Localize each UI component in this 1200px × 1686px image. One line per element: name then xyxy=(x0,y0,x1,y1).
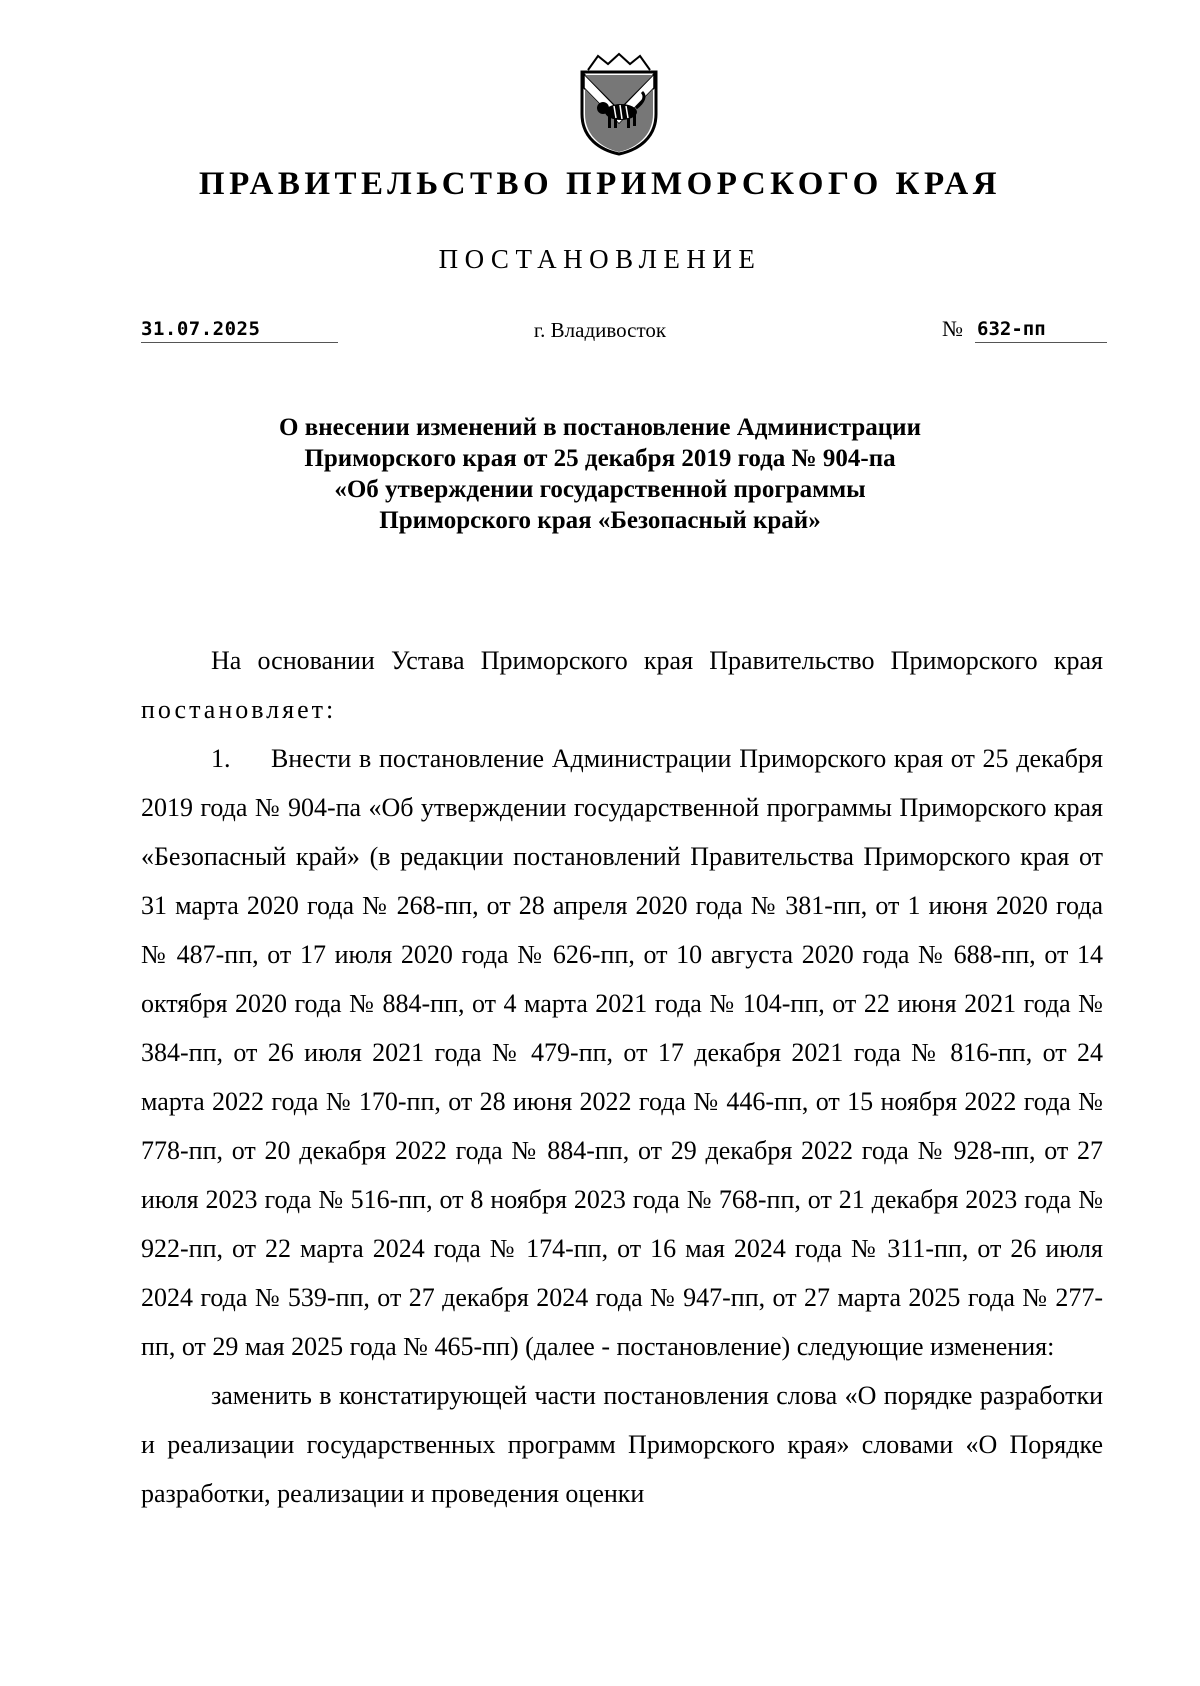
number-sign: № xyxy=(942,316,963,341)
heading-line: О внесении изменений в постановление Администрации xyxy=(279,414,921,441)
coat-of-arms-icon xyxy=(578,52,660,156)
item-1-number: 1. xyxy=(211,744,231,773)
heading-line: Приморского края от 25 декабря 2019 года № 904-па xyxy=(304,445,896,472)
replacement-paragraph: заменить в констатирующей части постановления слова «О порядке разработки и реализации государственных программ Приморского края» словами «О Порядке разработки, реализации и проведения оценки xyxy=(141,1381,1103,1508)
item-1-text: Внести в постановление Администрации Приморского края от 25 декабря 2019 года № 904-па «Об утверждении государственной программы Приморского края «Безопасный край» (в редакции постановлений Правительства Приморского края от 31 марта 2020 года № 268-пп, от 28 апреля 2020 года № 381-пп, от 1 июня 2020 года № 487-пп, от 17 июля 2020 года № 626-пп, от 10 августа 2020 года № 688-пп, от 14 октября 2020 года № 884-пп, от 4 марта 2021 года № 104-пп, от 22 июня 2021 года № 384-пп, от 26 июля 2021 года № 479-пп, от 17 декабря 2021 года № 816-пп, от 24 марта 2022 года № 170-пп, от 28 июня 2022 года № 446-пп, от 15 ноября 2022 года № 778-пп, от 20 декабря 2022 года № 884-пп, от 29 декабря 2022 года № 928-пп, от 27 июля 2023 года № 516-пп, от 8 ноября 2023 года № 768-пп, от 21 декабря 2023 года № 922-пп, от 22 марта 2024 года № 174-пп, от 16 мая 2024 года № 311-пп, от 26 июля 2024 года № 539-пп, от 27 декабря 2024 года № 947-пп, от 27 марта 2025 года № 277-пп, от 29 мая 2025 года № 465-пп) (далее - постановление) следующие изменения: xyxy=(141,744,1103,1361)
document-type: ПОСТАНОВЛЕНИЕ xyxy=(438,244,762,274)
document-number: 632-пп xyxy=(975,318,1107,343)
document-body xyxy=(141,636,1103,1518)
resolves-word: постановляет xyxy=(141,695,327,724)
preamble-end: : xyxy=(326,695,334,724)
preamble-paragraph xyxy=(141,636,1103,734)
government-title: ПРАВИТЕЛЬСТВО ПРИМОРСКОГО КРАЯ xyxy=(198,166,1002,202)
document-heading xyxy=(0,412,1200,536)
heading-line: Приморского края «Безопасный край» xyxy=(379,507,821,534)
item-1-paragraph xyxy=(141,734,1103,1371)
heading-line: «Об утверждении государственной программы xyxy=(334,476,866,503)
preamble-text: На основании Устава Приморского края Правительство Приморского края xyxy=(211,646,1103,675)
document-city: г. Владивосток xyxy=(533,318,667,342)
document-date: 31.07.2025 xyxy=(141,318,338,343)
